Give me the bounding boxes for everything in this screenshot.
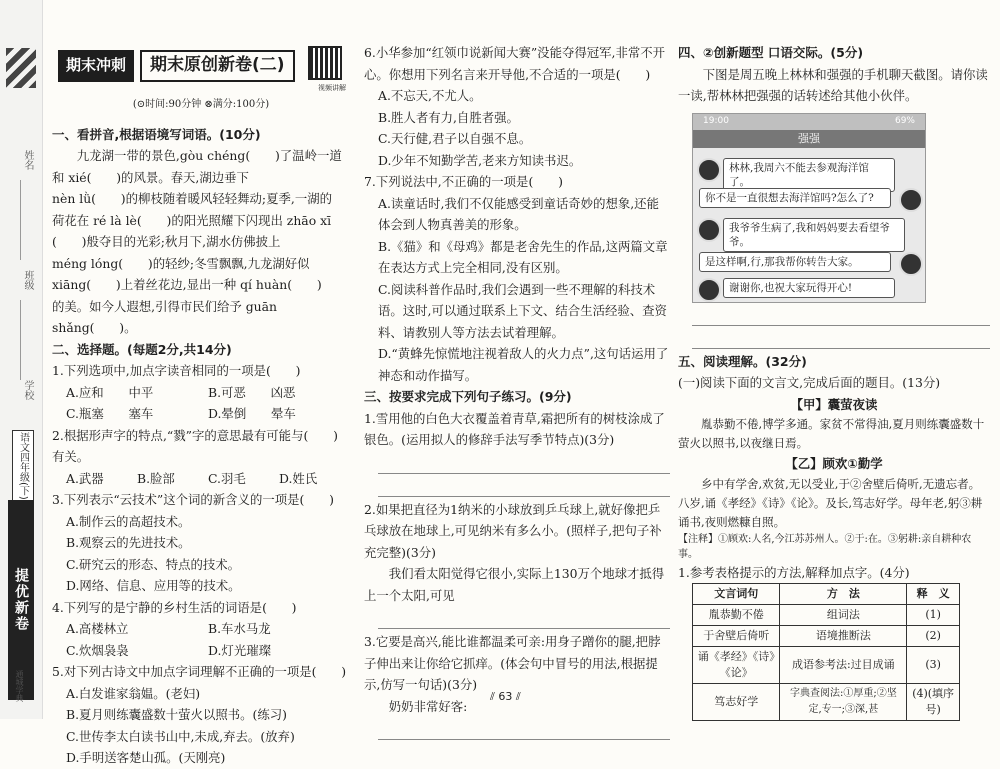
chat-message: 林林,我周六不能去参观海洋馆了。	[723, 158, 895, 192]
school-label: 学校	[22, 380, 33, 400]
table-header: 文言词句	[693, 584, 780, 605]
options	[52, 468, 350, 490]
series-label: 通城学典	[15, 670, 24, 702]
question-4: 4.下列写的是宁静的乡村生活的词语是( )	[52, 599, 297, 615]
page-number: ⫽ 63 ⫽	[490, 690, 521, 703]
column-1	[52, 0, 350, 765]
options	[52, 618, 350, 640]
option[interactable]: B.脸部	[137, 470, 175, 486]
table-row	[693, 626, 960, 647]
passage-line: ( )般夺目的光彩;秋月下,湖水仿佛披上	[52, 234, 281, 249]
option[interactable]: B.《猫》和《母鸡》都是老舍先生的作品,这两篇文章在表达方式上完全相同,没有区别。	[378, 238, 668, 275]
name-field-line	[20, 180, 21, 260]
table-header: 方 法	[780, 584, 907, 605]
avatar	[697, 278, 721, 302]
exam-meta: (⊙时间:90分钟 ⊗满分:100分)	[132, 99, 270, 110]
pinyin-passage	[52, 145, 350, 339]
option[interactable]: D.少年不知勤学苦,老来方知读书迟。	[378, 152, 582, 168]
passage-jia-text: 胤恭勤不倦,博学多通。家贫不常得油,夏月则练囊盛数十萤火以照书,以夜继日焉。	[678, 417, 985, 450]
reading-question-1: 1.参考表格提示的方法,解释加点字。(4分)	[678, 564, 910, 580]
phone-status-bar	[693, 114, 925, 130]
option[interactable]: D.“黄蜂先惊慌地注视着敌人的火力点”,这句话运用了神态和动作描写。	[378, 346, 669, 383]
answer-cell[interactable]: (4)(填序号)	[907, 684, 960, 721]
chat-screenshot	[692, 113, 926, 303]
table-header: 释 义	[907, 584, 960, 605]
grade-badge: 语文 四年级(下)	[12, 430, 34, 502]
table-row	[693, 684, 960, 721]
question-6: 6.小华参加“红领巾说新闻大赛”没能夺得冠军,非常不开心。你想用下列名言来开导他,不合适的一项是( )	[364, 45, 666, 82]
annotation-note: 【注释】①顾欢:人名,今江苏苏州人。②于:在。③躬耕:亲自耕种农事。	[678, 533, 972, 560]
option[interactable]: B.夏月则练囊盛数十萤火以照书。(练习)	[66, 707, 287, 722]
table-cell: 成语参考法:过目成诵	[780, 647, 907, 684]
column-2	[364, 42, 670, 732]
table-cell: 于舍壁后倚听	[693, 626, 780, 647]
option[interactable]: C.世传李太白读书山中,未成,弃去。(放弃)	[66, 728, 295, 744]
table-cell: 字典查阅法:①厚重;②坚定,专一;③深,甚	[780, 684, 907, 721]
avatar	[899, 252, 923, 276]
question-3: 3.下列表示“云技术”这个词的新含义的一项是( )	[52, 492, 334, 507]
option[interactable]: D.网络、信息、应用等的技术。	[66, 578, 241, 593]
header-badge: 期末冲刺	[58, 50, 134, 82]
options	[52, 403, 350, 425]
phone-time: 19:00	[703, 115, 729, 126]
table-cell: 诵《孝经》《诗》《论》	[693, 647, 780, 684]
answer-cell[interactable]: (2)	[907, 626, 960, 647]
answer-line[interactable]	[378, 608, 670, 629]
option[interactable]: C.阅读科普作品时,我们会遇到一些不理解的科技术语。这时,可以通过联系上下文、结合生活经验、查资料、请教别人等方法去试着理解。	[378, 281, 667, 340]
option[interactable]: A.武器	[66, 470, 104, 486]
options	[52, 640, 350, 662]
passage-yi-title: 【乙】顾欢①勤学	[785, 456, 883, 471]
option[interactable]: A.白发谁家翁媪。(老妇)	[66, 685, 201, 701]
sentence-prompt: 奶奶非常好客:	[388, 698, 468, 714]
table-row	[693, 647, 960, 684]
section-5-heading: 五、阅读理解。(32分)	[678, 353, 807, 369]
chat-message: 我爷爷生病了,我和妈妈要去看望爷爷。	[723, 218, 905, 252]
option[interactable]: A.高楼林立	[66, 621, 129, 636]
brand-logo: 提优新卷	[8, 500, 34, 700]
passage-line: 的美。如今人遐想,引得市民们给予 guān shǎng( )。	[52, 298, 278, 335]
sentence-question-3: 3.它要是高兴,能比谁都温柔可亲:用身子蹭你的腿,把脖子伸出来让你给它抓痒。(体会句中冒号的用法,根据提示,仿写一句话)(3分)	[364, 634, 661, 692]
sentence-question-1: 1.雪用他的白色大衣覆盖着青草,霜把所有的树枝涂成了银色。(运用拟人的修辞手法写季节特点)(3分)	[364, 410, 665, 447]
avatar	[697, 218, 721, 242]
chat-contact-name: 强强	[693, 130, 925, 148]
option[interactable]: A.应和 中平	[66, 384, 154, 400]
phone-battery: 69%	[894, 115, 915, 126]
passage-line: méng lóng( )的轻纱;冬雪飘飘,九龙湖好似	[52, 255, 310, 271]
section-4-heading: 四、②创新题型 口语交际。(5分)	[678, 45, 864, 60]
exam-header	[52, 46, 350, 92]
option[interactable]: C.研究云的形态、特点的技术。	[66, 556, 241, 572]
section-1-heading: 一、看拼音,根据语境写词语。(10分)	[52, 126, 261, 142]
sentence-question-2: 2.如果把直径为1纳米的小球放到乒乓球上,就好像把乒乓球放在地球上,可见纳米有多么小。(照样子,把句子补充完整)(3分)	[364, 501, 662, 560]
option[interactable]: C.瓶塞 塞车	[66, 406, 154, 421]
name-label: 姓名	[22, 150, 33, 170]
answer-table	[692, 583, 960, 721]
option[interactable]: A.不忘天,不尤人。	[378, 88, 482, 103]
answer-line[interactable]	[692, 328, 990, 349]
answer-cell[interactable]: (1)	[907, 605, 960, 626]
decorative-stripes	[6, 48, 36, 88]
option[interactable]: B.胜人者有力,自胜者强。	[378, 109, 519, 125]
options	[52, 382, 350, 404]
section-3-heading: 三、按要求完成下列句子练习。(9分)	[364, 389, 572, 404]
section-2-heading: 二、选择题。(每题2分,共14分)	[52, 341, 232, 357]
class-field-line	[20, 300, 21, 380]
passage-line: xiāng( )上着丝花边,显出一种 qí huàn( )	[52, 277, 322, 292]
sentence-prompt: 我们看太阳觉得它很小,实际上130万个地球才抵得上一个太阳,可见	[364, 566, 665, 603]
table-cell: 语境推断法	[780, 626, 907, 647]
answer-line[interactable]	[692, 305, 990, 326]
option[interactable]: D.灯光璀璨	[208, 642, 271, 658]
chat-message: 是这样啊,行,那我帮你转告大家。	[699, 252, 891, 272]
option[interactable]: C.炊烟袅袅	[66, 642, 129, 658]
section-4-prompt: 下图是周五晚上林林和强强的手机聊天截图。请你读一读,帮林林把强强的话转述给其他小伙伴。	[678, 66, 988, 103]
option[interactable]: C.天行健,君子以自强不息。	[378, 131, 532, 146]
passage-jia-title: 【甲】囊萤夜读	[790, 396, 878, 412]
question-1: 1.下列选项中,加点字读音相同的一项是( )	[52, 363, 301, 378]
option[interactable]: C.羽毛	[208, 470, 246, 486]
table-cell: 笃志好学	[693, 684, 780, 721]
option[interactable]: B.车水马龙	[208, 621, 271, 636]
table-row	[693, 605, 960, 626]
class-label: 班级	[22, 270, 33, 290]
table-cell: 胤恭勤不倦	[693, 605, 780, 626]
column-3	[678, 42, 990, 732]
option[interactable]: D.手明送客楚山孤。(天刚亮)	[66, 750, 226, 765]
avatar	[899, 188, 923, 212]
chat-message: 谢谢你,也祝大家玩得开心!	[723, 278, 895, 298]
binding-sidebar	[0, 0, 43, 719]
question-7: 7.下列说法中,不正确的一项是( )	[364, 174, 563, 189]
question-5: 5.对下列古诗文中加点字词理解不正确的一项是( )	[52, 664, 347, 679]
option[interactable]: D.晕倒 晕车	[208, 406, 296, 421]
answer-line[interactable]	[378, 719, 670, 740]
answer-cell[interactable]: (3)	[907, 647, 960, 684]
passage-yi-text: 乡中有学舍,欢贫,无以受业,于②舍壁后倚听,无遗忘者。八岁,诵《孝经》《诗》《论》。及长,笃志好学。母年老,躬③耕诵书,夜则燃糠自照。	[678, 476, 983, 529]
option[interactable]: A.读童话时,我们不仅能感受到童话奇妙的想象,还能体会到人物真善美的形象。	[378, 195, 659, 232]
option[interactable]: A.制作云的高超技术。	[66, 513, 191, 529]
page-title: 期末原创新卷(二)	[140, 50, 295, 82]
avatar	[697, 158, 721, 182]
answer-line[interactable]	[378, 476, 670, 497]
answer-line[interactable]	[378, 453, 670, 474]
option[interactable]: B.观察云的先进技术。	[66, 535, 191, 550]
qr-caption: 视频讲解	[318, 84, 346, 92]
passage-line: nèn lǜ( )的柳枝随着暖风轻轻舞动;夏季,一湖的	[52, 191, 332, 206]
table-cell: 组词法	[780, 605, 907, 626]
option[interactable]: B.可恶 凶恶	[208, 384, 296, 400]
question-2: 2.根据形声字的特点,“戮”字的意思最有可能与( )有关。	[52, 427, 338, 464]
passage-line: 九龙湖一带的景色,gòu chéng( )了温岭一道和 xié( )的风景。春天,湖边垂下	[52, 148, 342, 185]
option[interactable]: D.姓氏	[279, 470, 318, 486]
passage-line: 荷花在 ré là lè( )的阳光照耀下闪现出 zhāo xī	[52, 212, 332, 228]
qr-code[interactable]	[308, 46, 342, 80]
chat-message: 你不是一直很想去海洋馆吗?怎么了?	[699, 188, 891, 208]
section-5-prompt: (一)阅读下面的文言文,完成后面的题目。(13分)	[678, 375, 941, 390]
